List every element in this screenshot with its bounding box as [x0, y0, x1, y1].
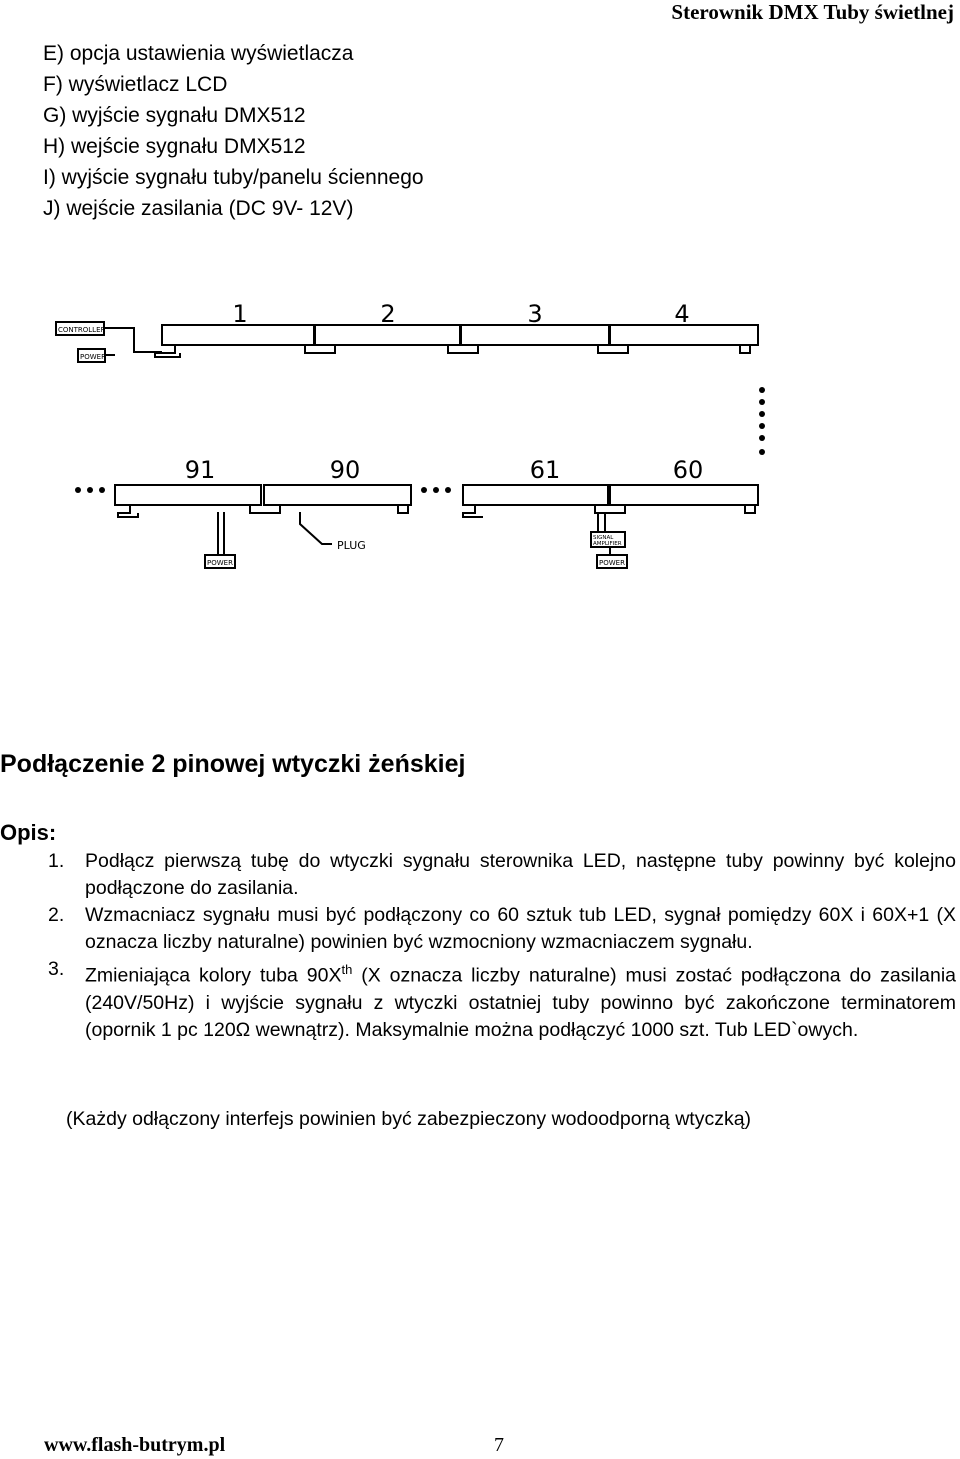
tube: [315, 325, 460, 345]
step-number: 3.: [48, 958, 65, 980]
legend-item: H) wejście sygnału DMX512: [43, 135, 306, 158]
amplifier-label: AMPLIFIER: [593, 541, 622, 547]
step-text: Podłącz pierwszą tubę do wtyczki sygnału sterownika LED, następne tuby powinny być kolejno podłączone do zasilania.: [85, 850, 956, 899]
list-item: [48, 956, 956, 1044]
tube: [115, 485, 261, 505]
header-title: Sterownik DMX Tuby świetlnej: [671, 0, 954, 24]
tube-number: 4: [674, 300, 690, 328]
step-text-after: (X oznacza liczby naturalne) musi zostać podłączona do zasilania (240V/50Hz) i wyjście sygnału z wtyczki ostatniej tuby powinno być zakończone terminatorem (opornik 1 pc 120Ω wewnątrz). Maksymalnie można podłączyć 1000 szt. Tub LED`owych.: [85, 964, 956, 1041]
list-item: [48, 902, 956, 956]
controller-label: CONTROLLER: [58, 326, 106, 334]
legend-item: E) opcja ustawienia wyświetlacza: [43, 42, 354, 65]
tube-number: 60: [672, 456, 704, 484]
footer-url: www.flash-butrym.pl: [44, 1434, 226, 1456]
note-text: (Każdy odłączony interfejs powinien być zabezpieczony wodoodporną wtyczką): [66, 1108, 752, 1130]
tube-number: 90: [329, 456, 361, 484]
section-title: Podłączenie 2 pinowej wtyczki żeńskiej: [0, 750, 466, 778]
page-number: 7: [494, 1434, 504, 1456]
tube: [463, 485, 608, 505]
list-item: [48, 848, 956, 902]
power-label: POWER: [207, 559, 233, 567]
legend-list: [43, 38, 424, 224]
wiring-diagram: [0, 280, 960, 580]
tube-number: 61: [529, 456, 561, 484]
tube-number: 91: [184, 456, 216, 484]
legend-item: F) wyświetlacz LCD: [43, 73, 228, 96]
step-number: 2.: [48, 904, 65, 926]
plug-label: PLUG: [337, 539, 366, 552]
step-number: 1.: [48, 850, 65, 872]
amplifier-label: SIGNAL: [593, 535, 614, 541]
legend-item: J) wejście zasilania (DC 9V- 12V): [43, 197, 354, 220]
continuation-dots: [75, 387, 765, 493]
tube-number: 1: [232, 300, 248, 328]
tube: [610, 325, 758, 345]
steps-list: [48, 848, 956, 1044]
legend-item: I) wyjście sygnału tuby/panelu ściennego: [43, 166, 424, 189]
tube: [461, 325, 609, 345]
tube-number: 2: [380, 300, 396, 328]
step-text: Wzmacniacz sygnału musi być podłączony co 60 sztuk tub LED, sygnał pomiędzy 60X i 60X+1 (X oznacza liczby naturalne) powinien być wzmocniony wzmacniaczem sygnału.: [85, 904, 956, 953]
tube: [610, 485, 758, 505]
tube: [162, 325, 314, 345]
power-label: POWER: [599, 559, 625, 567]
legend-item: G) wyjście sygnału DMX512: [43, 104, 306, 127]
description-label: Opis:: [0, 820, 57, 845]
power-label: POWER: [80, 353, 106, 361]
step-text-before: Zmieniająca kolory tuba 90X: [85, 964, 342, 987]
tube: [264, 485, 411, 505]
step-superscript: th: [341, 962, 353, 977]
tube-number: 3: [527, 300, 543, 328]
